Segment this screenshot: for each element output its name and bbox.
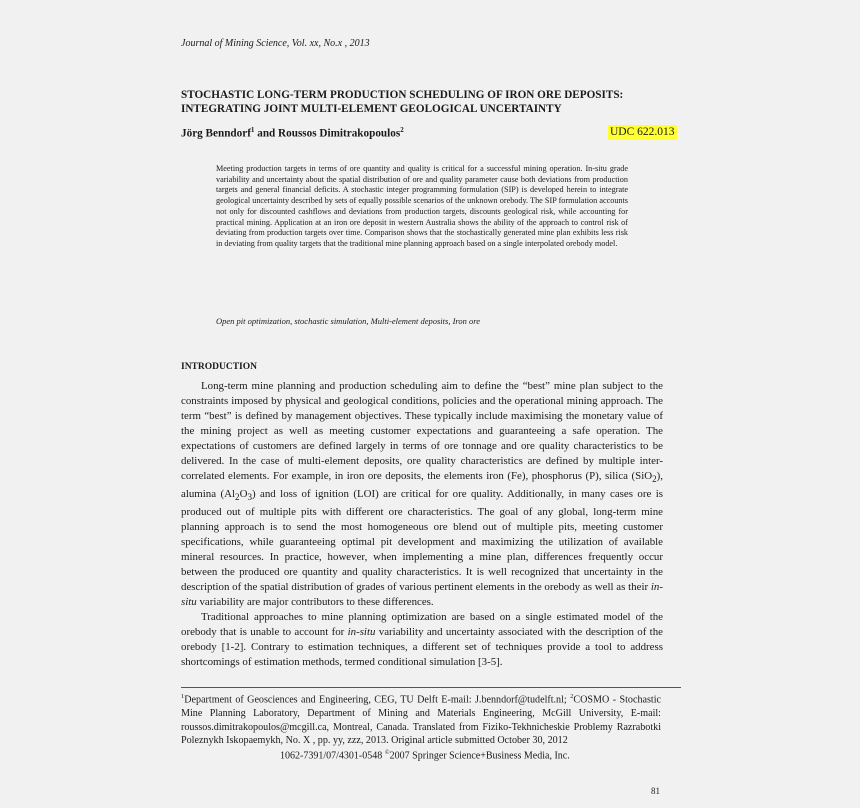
text-run: O [239,488,248,501]
abstract: Meeting production targets in terms of ore quantity and quality is critical for a successful mining operation. In-situ grade variability and uncertainty about the spatial distribution of ore and quality parameter cause both deviations from production targets and general financial deficits. A stochastic integer programming formulation (SIP) is developed herein to integrate geological uncertainty described by sets of equally possible scenarios of the unknown orebody. The SIP formulation accounts not only for discounted cashflows and deviations from production targets, discounts geological risk, while accounting for practical mining. Application at an iron ore deposit in western Australia shows the ability of the approach to control risk of deviating from production targets over time. Comparison shows that the stochastically generated mine plan exhibits less risk in deviating from quality targets that the traditional mine planning approach based on a single interpolated orebody model. [216,164,628,248]
author-1: Jörg Benndorf [181,127,251,140]
title-line-1: STOCHASTIC LONG-TERM PRODUCTION SCHEDULING OF IRON ORE DEPOSITS: [181,89,624,101]
page-number: 81 [651,786,660,796]
section-heading-introduction: INTRODUCTION [181,362,258,372]
author-2: and Roussos Dimitrakopoulos [254,127,401,140]
introduction-body [181,379,663,670]
text-run: Long-term mine planning and production scheduling aim to define the “best” mine plan subject to the constraints imposed by physical and geological conditions, policies and the operational mining approach. The term “best” is defined by management objectives. These typically include maximising the monetary value of the mining project as well as meeting customer expectations and guaranteeing a safe operation. The expectations of customers are defined largely in terms of ore tonnage and ore quality characteristics to be delivered. In the case of multi-element deposits, ore quality characteristics are defined by multiple inter-correlated elements. For example, in iron ore deposits, the elements iron (Fe), phosphorus (P), silica (SiO [181,380,663,482]
footnote-mark: 1 [181,693,185,700]
subscript: 2 [235,492,240,503]
text-run: Traditional approaches to mine planning optimization are based on a single estimated model of the orebody that is unable to account for [181,611,663,639]
copyright-symbol: © [384,749,390,756]
copyright-line [280,749,570,761]
udc-code: UDC 622.013 [610,126,675,138]
issn-code: 1062-7391/07/4301-0548 [280,750,385,762]
text-run: ) and loss of ignition (LOI) are critical for ore quality. Additionally, in many cases ore is produced out of multiple pits with different ore characteristics. The goal of any global, long-term mine planning approach is to send the most homogeneous ore blend out of multiple pits, meeting customer specifications, while guaranteeing optimal pit development and maximizing the utilization of available mineral resources. In practice, however, when implementing a mine plan, differences frequently occur between the produced ore quantity and quality characteristics. It is well recognized that uncertainty in the description of the spatial distribution of grades of various pertinent elements in the orebody as well as their [181,488,663,594]
footnote-divider [181,687,681,688]
author-2-affiliation-mark: 2 [400,126,404,134]
author-1-affiliation-mark: 1 [250,126,255,134]
article-title [181,88,681,116]
paragraph-1 [181,379,663,610]
footnote-mark: 2 [570,693,574,700]
footnote [181,690,661,748]
paragraph-2 [181,610,663,670]
title-line-2: INTEGRATING JOINT MULTI-ELEMENT GEOLOGICAL UNCERTAINTY [181,103,562,115]
footnote-text: Department of Geosciences and Engineering, CEG, TU Delft E-mail: J.benndorf@tudelft.nl; [184,694,571,706]
emphasis: in-situ [347,626,376,639]
copyright-text: 2007 Springer Science+Business Media, Inc. [389,750,570,762]
subscript: 2 [652,474,657,485]
subscript: 3 [247,492,252,503]
journal-header: Journal of Mining Science, Vol. xx, No.x , 2013 [181,38,370,49]
text-run: ), alumina (Al [181,470,663,501]
author-line [181,126,404,140]
footnote-text: COSMO - Stochastic Mine Planning Laboratory, Department of Mining and Materials Engineering, McGill University, E-mail: roussos.dimitrakopoulos@mcgill.ca, Montreal, Canada. Translated from Fiziko-Tekhnicheskie Problemy Razrabotki Poleznykh Iskopaemykh, No. X , pp. yy, zzz, 2013. Original article submitted October 30, 2012 [181,694,661,747]
emphasis: in-situ [181,581,663,609]
keywords: Open pit optimization, stochastic simulation, Multi-element deposits, Iron ore [216,316,481,326]
text-run: variability and uncertainty associated with the description of the orebody [1-2]. Contrary to estimation techniques, a different set of techniques provide a tool to address shortcomings of estimation methods, termed conditional simulation [3-5]. [181,626,663,669]
text-run: variability are major contributors to these differences. [196,596,434,609]
